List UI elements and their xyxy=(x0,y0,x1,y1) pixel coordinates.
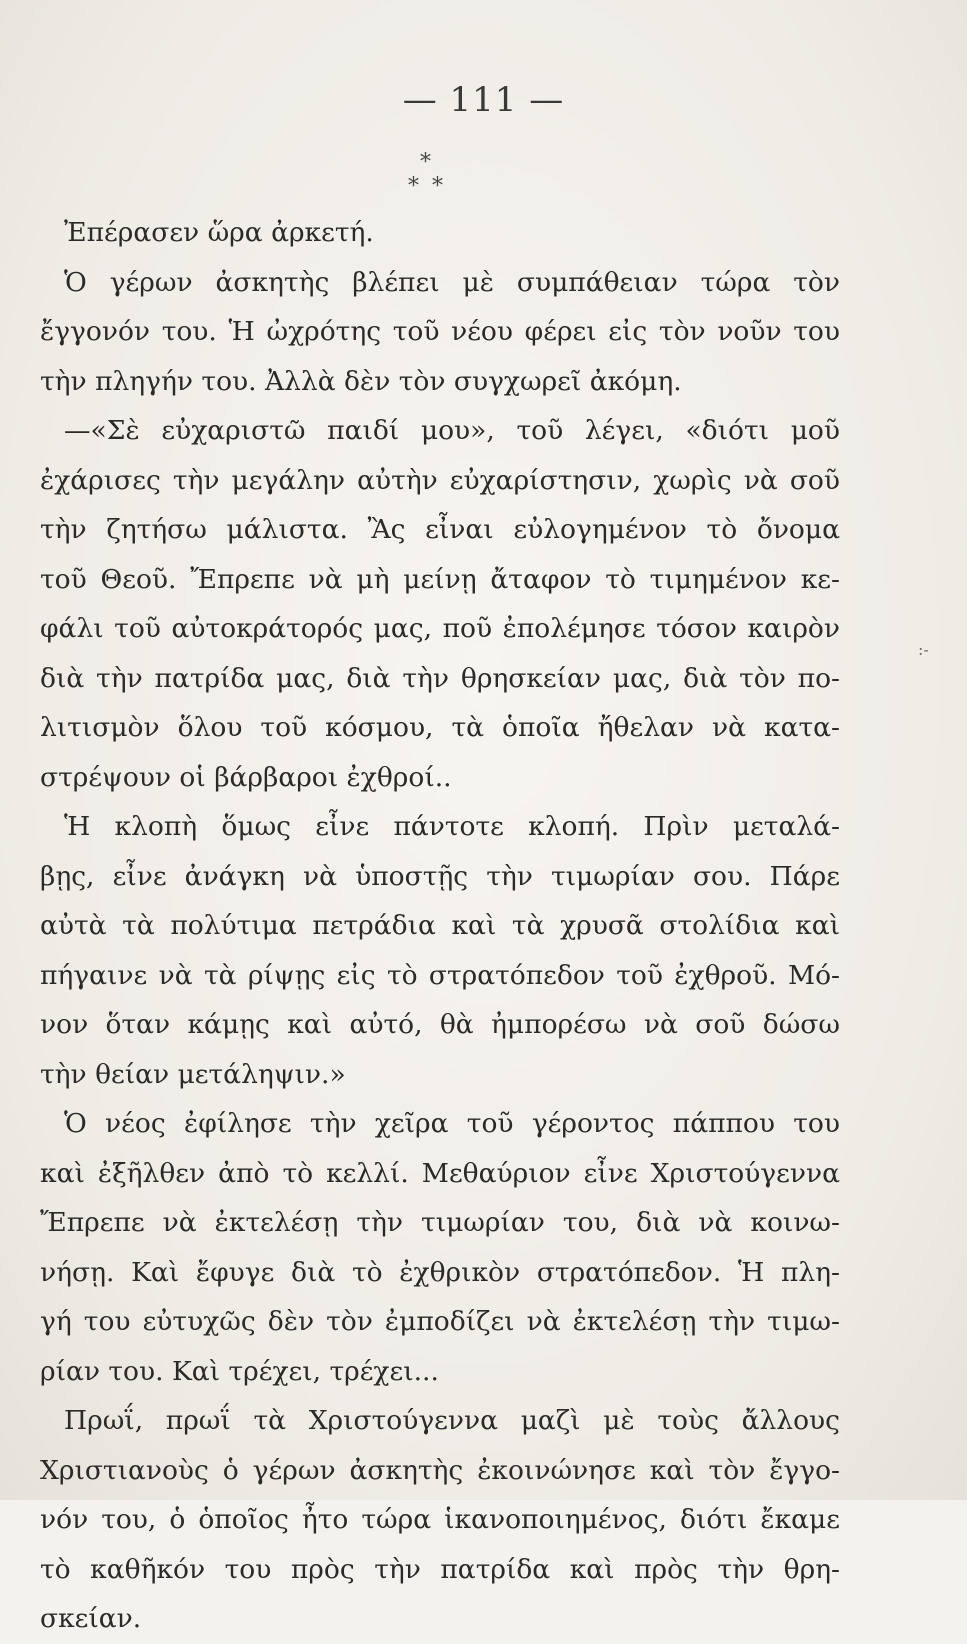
text-line: τὴν πληγήν του. Ἀλλὰ δὲν τὸν συγχωρεῖ ἀκόμη. xyxy=(40,365,682,397)
asterisk-right: * xyxy=(432,174,443,199)
text-line: —«Σὲ εὐχαριστῶ παιδί μου», τοῦ λέγει, «διότι μοῦ xyxy=(64,415,840,446)
text-line: στρέψουν οἱ βάρβαροι ἐχθροί.. xyxy=(40,761,452,793)
text-line: νόν του, ὁ ὁποῖος ἦτο τώρα ἱκανοποιημένος, διότι ἔκαμε xyxy=(40,1504,840,1535)
asterisk-top: * xyxy=(420,150,431,175)
text-line: ἔγγονόν του. Ἡ ὠχρότης τοῦ νέου φέρει εἰς τὸν νοῦν του xyxy=(40,316,840,347)
page-number: — 111 — xyxy=(402,80,565,120)
text-line: ἐχάρισες τὴν μεγάλην αὐτὴν εὐχαρίστησιν, χωρὶς νὰ σοῦ xyxy=(40,464,840,496)
asterisk-left: * xyxy=(408,174,419,199)
text-line: νήσῃ. Καὶ ἔφυγε διὰ τὸ ἐχθρικὸν στρατόπεδον. Ἡ πλη- xyxy=(40,1256,840,1288)
text-line: γή του εὐτυχῶς δὲν τὸν ἐμποδίζει νὰ ἐκτελέσῃ τὴν τιμω- xyxy=(40,1306,840,1337)
text-line: Ὁ γέρων ἀσκητὴς βλέπει μὲ συμπάθειαν τώρα τὸν xyxy=(64,266,840,298)
text-line: Ὁ νέος ἐφίλησε τὴν χεῖρα τοῦ γέροντος πάππου του xyxy=(64,1108,840,1139)
text-line: σκείαν. xyxy=(40,1603,142,1634)
body-text xyxy=(40,208,840,1644)
text-line: λιτισμὸν ὅλου τοῦ κόσμου, τὰ ὁποῖα ἤθελαν νὰ κατα- xyxy=(40,712,840,743)
text-line: φάλι τοῦ αὐτοκράτορός μας, ποῦ ἐπολέμησε τόσον καιρὸν xyxy=(40,613,840,644)
text-line: Χριστιανοὺς ὁ γέρων ἀσκητὴς ἐκοινώνησε καὶ τὸν ἔγγο- xyxy=(40,1454,840,1486)
text-line: Πρωΐ, πρωΐ τὰ Χριστούγεννα μαζὶ μὲ τοὺς ἄλλους xyxy=(64,1405,840,1436)
text-line: αὐτὰ τὰ πολύτιμα πετράδια καὶ τὰ χρυσᾶ στολίδια καὶ xyxy=(40,910,840,941)
text-line: πήγαινε νὰ τὰ ρίψῃς εἰς τὸ στρατόπεδον τοῦ ἐχθροῦ. Μό- xyxy=(40,959,840,991)
text-line: καὶ ἐξῆλθεν ἀπὸ τὸ κελλί. Μεθαύριον εἶνε Χριστούγεννα xyxy=(40,1157,840,1189)
text-line: τὴν ζητήσω μάλιστα. Ἂς εἶναι εὐλογημένον τὸ ὄνομα xyxy=(40,514,840,545)
margin-mark: :- xyxy=(918,640,929,659)
text-line: Ἔπρεπε νὰ ἐκτελέσῃ τὴν τιμωρίαν του, διὰ νὰ κοινω- xyxy=(40,1207,840,1238)
text-line: διὰ τὴν πατρίδα μας, διὰ τὴν θρησκείαν μας, διὰ τὸν πο- xyxy=(40,662,840,694)
section-break-asterism xyxy=(380,150,460,210)
text-line: τὴν θείαν μετάληψιν.» xyxy=(40,1058,346,1090)
text-line: τοῦ Θεοῦ. Ἔπρεπε νὰ μὴ μείνῃ ἄταφον τὸ τιμημένον κε- xyxy=(40,563,840,595)
text-line: ρίαν του. Καὶ τρέχει, τρέχει... xyxy=(40,1355,439,1387)
text-line: νον ὅταν κάμῃς καὶ αὐτό, θὰ ἠμπορέσω νὰ σοῦ δώσω xyxy=(40,1009,840,1040)
text-line: βῃς, εἶνε ἀνάγκη νὰ ὑποστῇς τὴν τιμωρίαν σου. Πάρε xyxy=(40,860,840,892)
text-line: τὸ καθῆκόν του πρὸς τὴν πατρίδα καὶ πρὸς τὴν θρη- xyxy=(40,1553,840,1585)
text-line: Ἡ κλοπὴ ὅμως εἶνε πάντοτε κλοπή. Πρὶν μεταλά- xyxy=(64,811,840,842)
text-line: Ἐπέρασεν ὥρα ἀρκετή. xyxy=(64,217,374,248)
